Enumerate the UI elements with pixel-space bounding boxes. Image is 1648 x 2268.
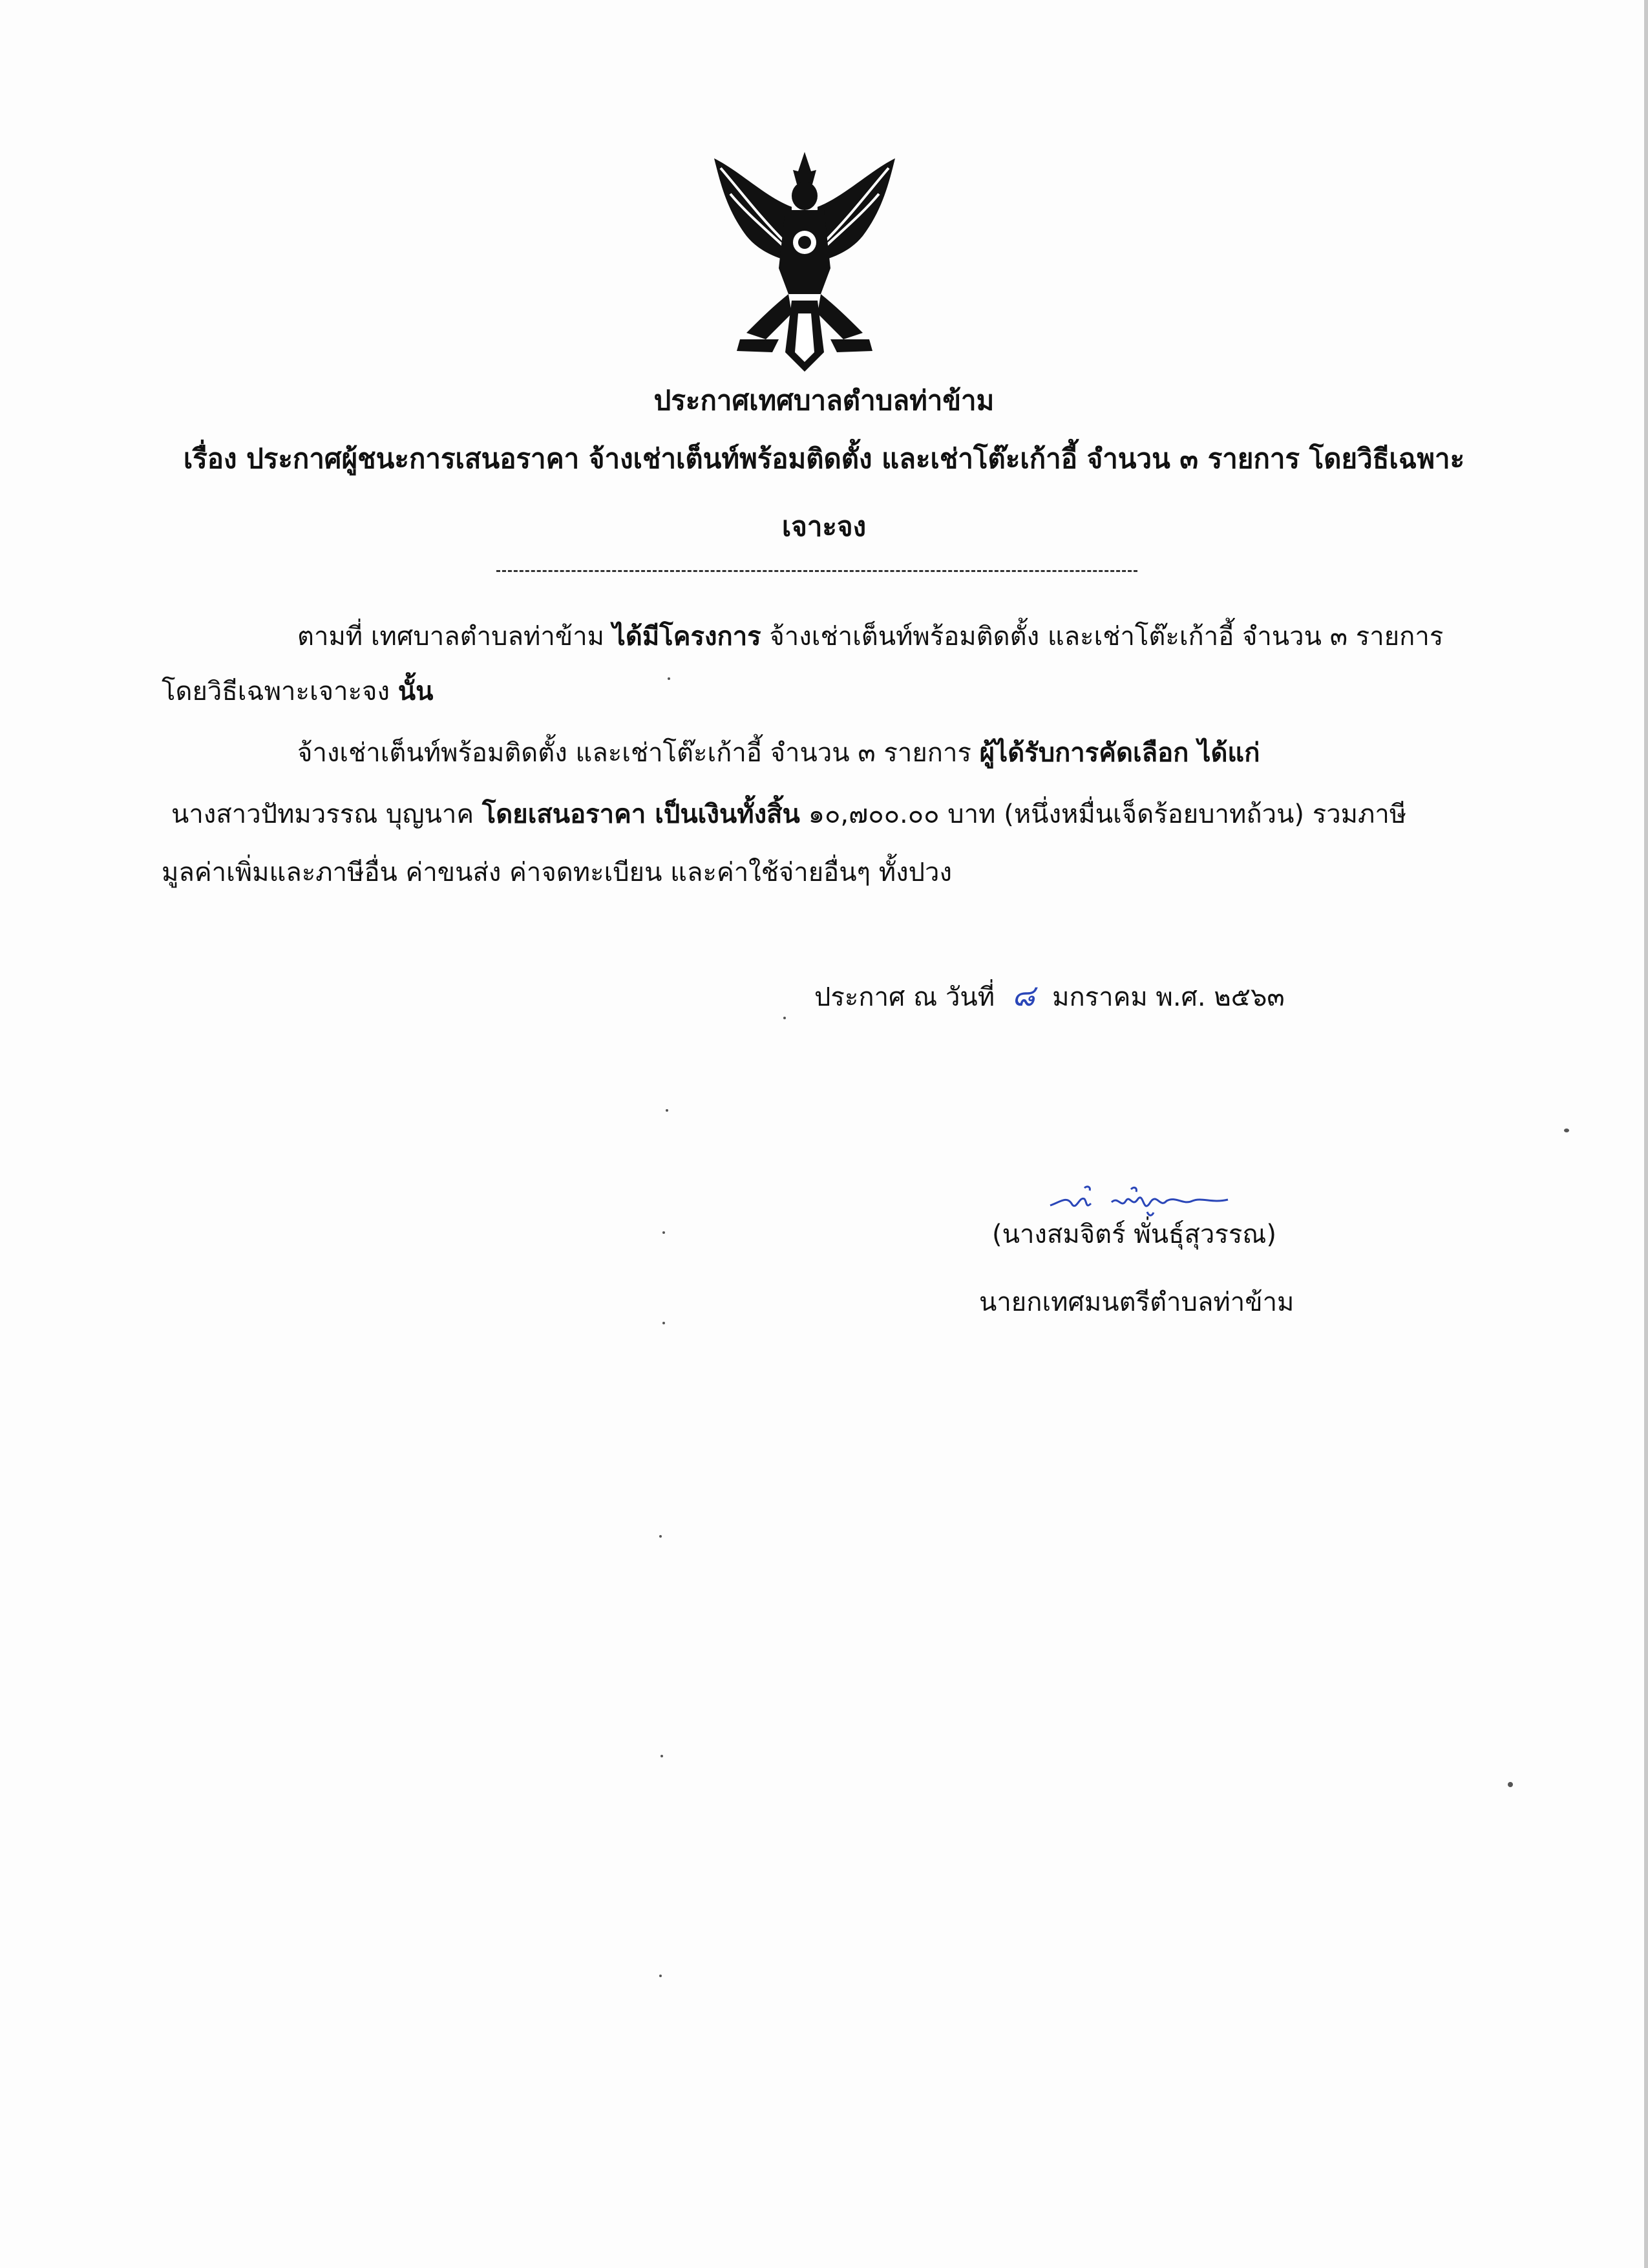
p1-lead: ตามที่ เทศบาลตำบลท่าข้าม: [297, 622, 605, 652]
p2-bold: ผู้ได้รับการคัดเลือก ได้แก่: [979, 738, 1260, 768]
paragraph-1-line-2: [162, 672, 433, 711]
scan-speck: [662, 1322, 665, 1324]
paragraph-2-line-2: [171, 795, 1406, 834]
paragraph-2-line-1: [297, 734, 1260, 772]
subject-line-2: เจาะจง: [781, 511, 867, 542]
announcement-title: ประกาศเทศบาลตำบลท่าข้าม: [653, 385, 995, 416]
winner-name: นางสาวปัทมวรรณ บุญนาค: [171, 800, 474, 829]
scan-speck: [1564, 1129, 1569, 1132]
scan-speck: [659, 1535, 662, 1538]
p2-lead: จ้างเช่าเต็นท์พร้อมติดตั้ง และเช่าโต๊ะเก้าอี้ จำนวน ๓ รายการ: [297, 738, 971, 768]
scan-speck: [666, 1109, 668, 1112]
scan-speck: [662, 1231, 665, 1234]
date-month-year: มกราคม พ.ศ. ๒๕๖๓: [1052, 982, 1285, 1012]
dashed-separator: [496, 570, 1137, 572]
p2-bold-2: โดยเสนอราคา เป็นเงินทั้งสิ้น: [481, 800, 800, 829]
scan-speck: [1508, 1782, 1513, 1787]
p1-line2: โดยวิธีเฉพาะเจาะจง: [162, 677, 390, 706]
announcement-subject: [129, 440, 1519, 546]
paragraph-1-line-1: [297, 617, 1443, 656]
p1-line2-bold: นั้น: [397, 677, 434, 706]
p1-rest: จ้างเช่าเต็นท์พร้อมติดตั้ง และเช่าโต๊ะเก้าอี้ จำนวน ๓ รายการ: [769, 622, 1444, 652]
scan-edge: [1644, 0, 1648, 2268]
scan-speck: [660, 1755, 663, 1757]
subject-line-1: เรื่อง ประกาศผู้ชนะการเสนอราคา จ้างเช่าเต็นท์พร้อมติดตั้ง และเช่าโต๊ะเก้าอี้ จำนวน ๓ รายการ โดยวิธีเฉพาะ: [183, 443, 1465, 474]
signatory-position: นายกเทศมนตรีตำบลท่าข้าม: [979, 1288, 1294, 1317]
price-amount: ๑๐,๗๐๐.๐๐ บาท (หนึ่งหมื่นเจ็ดร้อยบาทถ้วน) รวมภาษี: [808, 800, 1407, 829]
date-prefix: ประกาศ ณ วันที่: [814, 982, 995, 1012]
paragraph-2-line-3: มูลค่าเพิ่มและภาษีอื่น ค่าขนส่ง ค่าจดทะเบียน และค่าใช้จ่ายอื่นๆ ทั้งปวง: [162, 858, 953, 887]
p1-bold: ได้มีโครงการ: [612, 622, 761, 652]
date-day-handwritten: ๘: [1011, 978, 1035, 1013]
signatory-name: (นางสมจิตร์ พั่นธุ์สุวรรณ): [992, 1220, 1277, 1249]
scan-speck: [659, 1975, 662, 1977]
scan-speck: [783, 1017, 786, 1019]
announcement-date: [814, 976, 1285, 1017]
scan-speck: [668, 677, 670, 680]
garuda-emblem: [701, 145, 908, 378]
